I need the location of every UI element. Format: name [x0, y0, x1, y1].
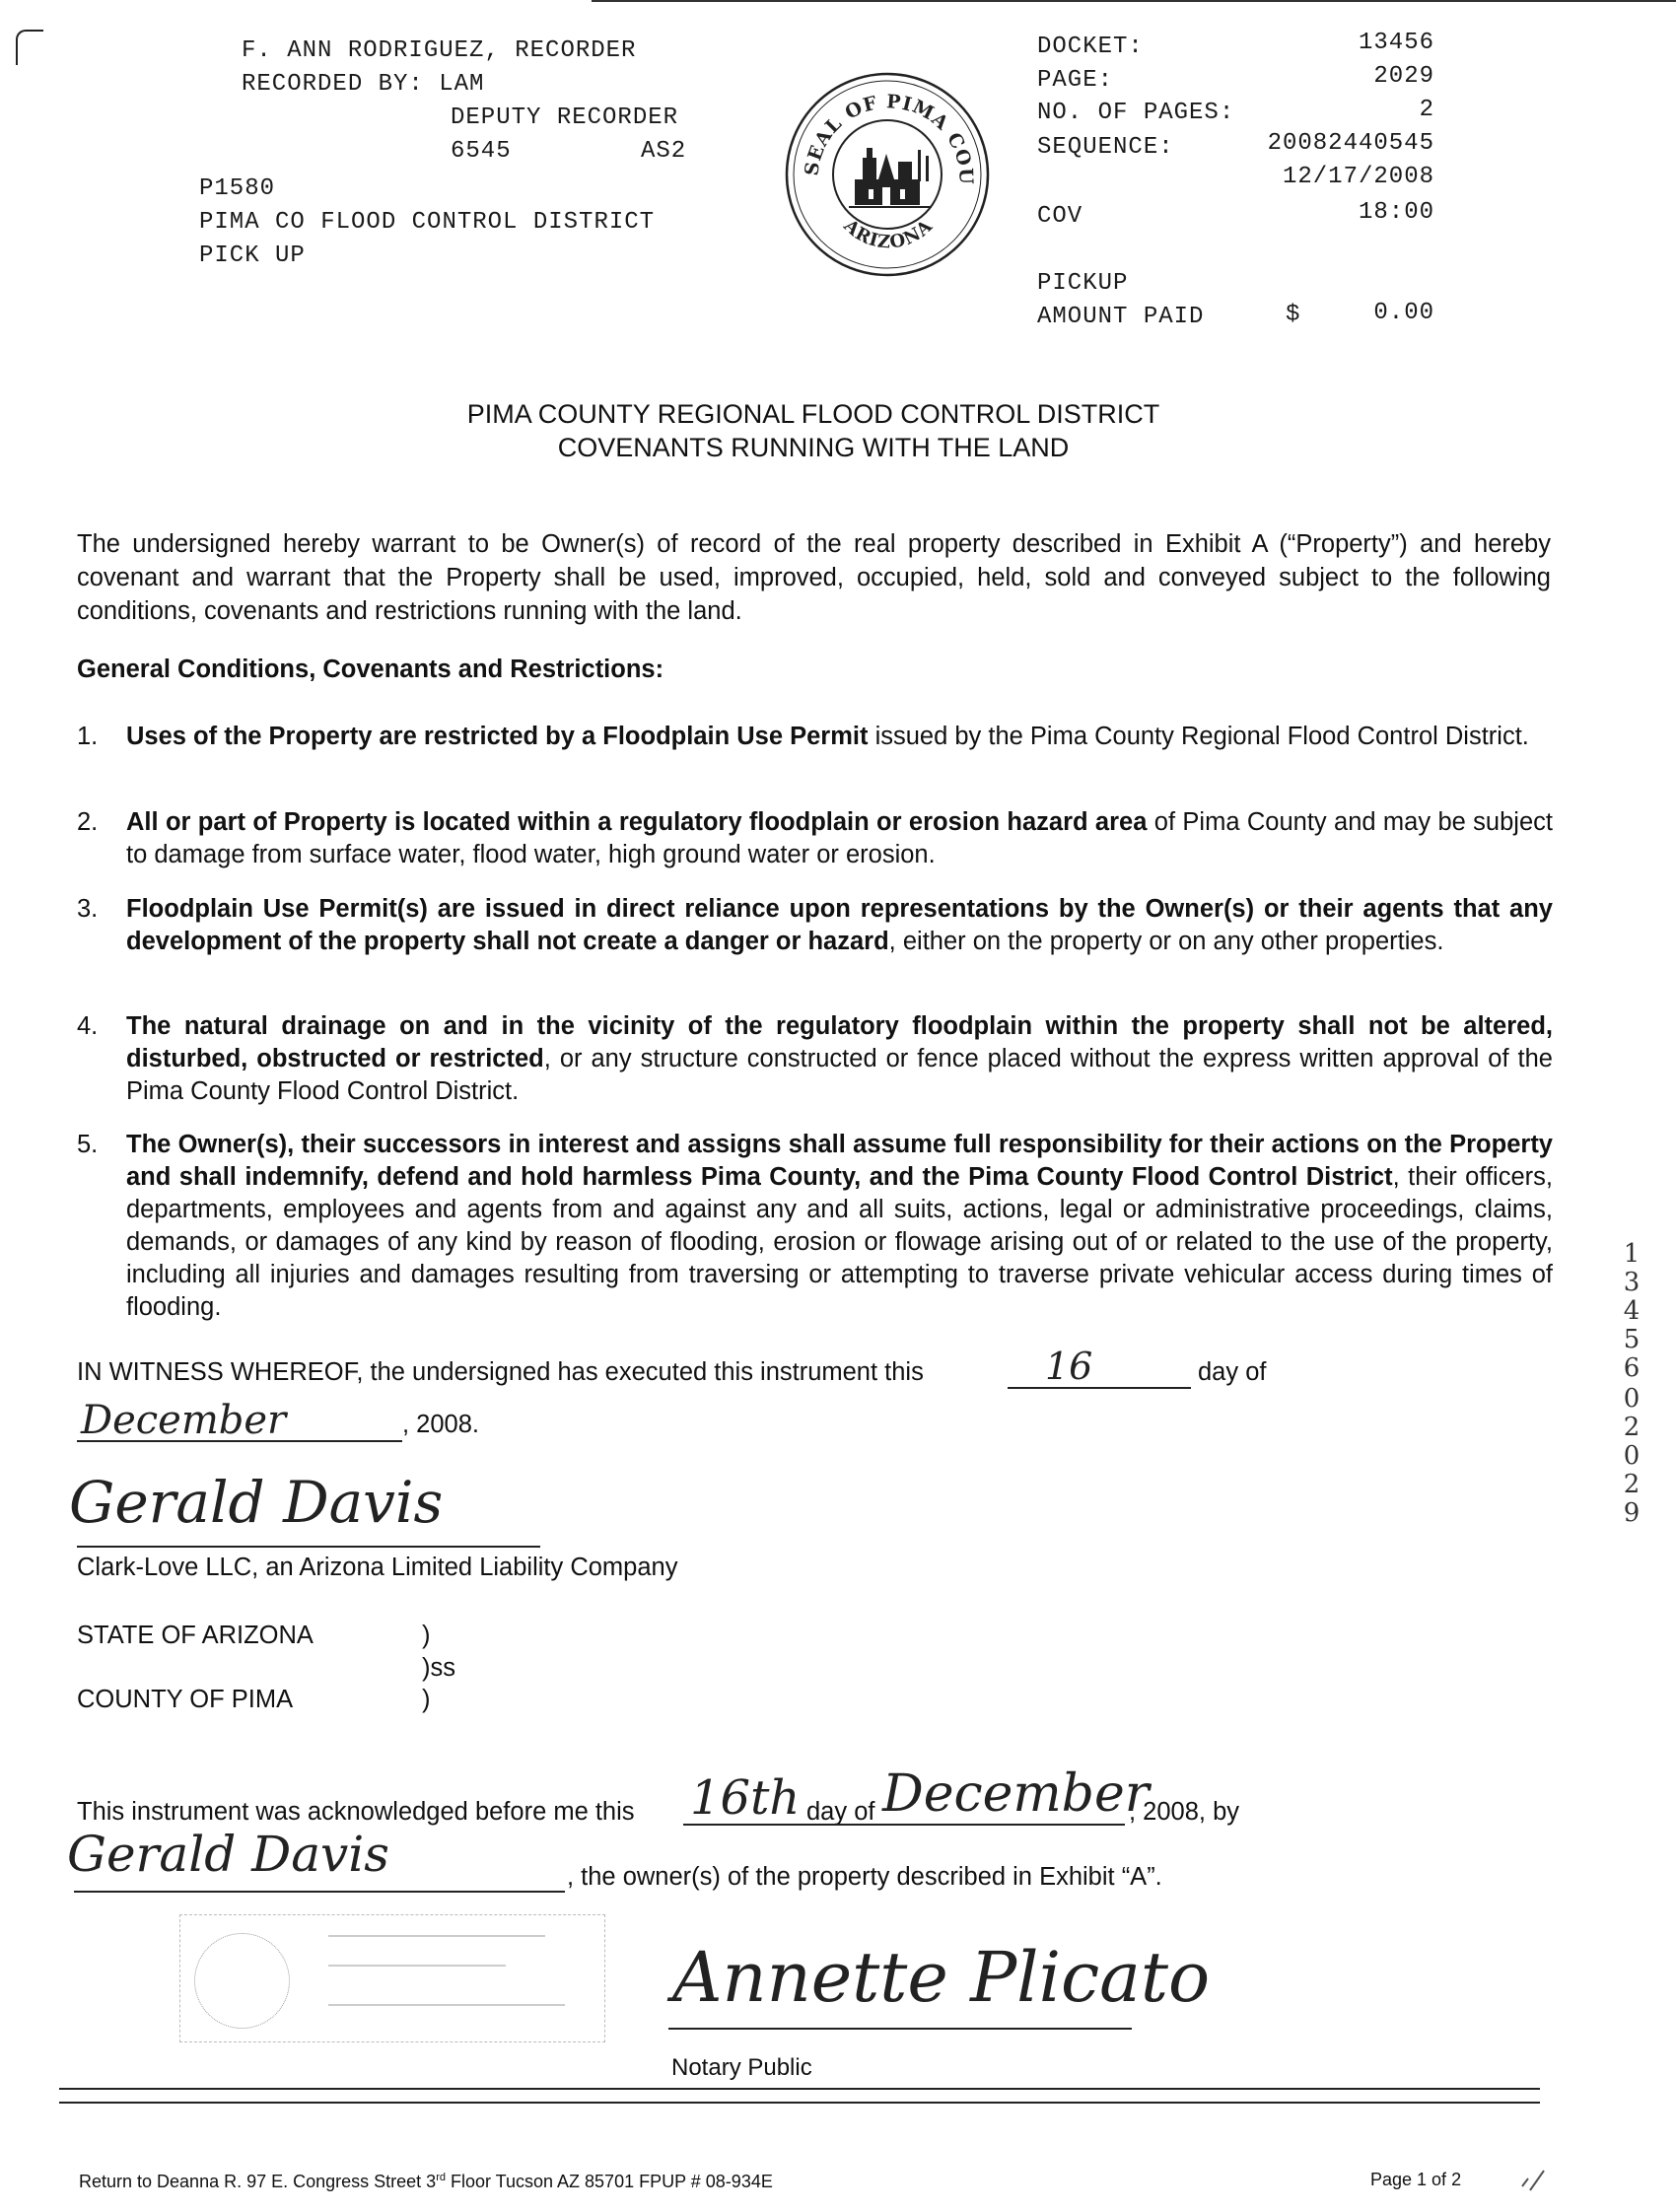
- witness-month: December: [81, 1398, 287, 1443]
- footer-rule-bottom: [59, 2102, 1540, 2104]
- record-date: 12/17/2008: [1282, 164, 1434, 190]
- ack-year: , 2008, by: [1129, 1798, 1239, 1826]
- section-heading: General Conditions, Covenants and Restrictions:: [77, 656, 664, 683]
- ack-name-signature: Gerald Davis: [67, 1826, 389, 1883]
- witness-day: 16: [1045, 1345, 1093, 1388]
- recorder-code-b: AS2: [641, 138, 687, 165]
- intro-paragraph: The undersigned hereby warrant to be Owner(s) of record of the real property described in Exhibit A (“Property”) and hereby covenant and warrant that the Property shall be used, improved, occupied, held, sold and conveyed subject to the following conditions, covenants and restrictions running with the land.: [77, 530, 1551, 625]
- ack-month: December: [882, 1764, 1150, 1824]
- page-label: PAGE:: [1037, 67, 1114, 94]
- num-pages-label: NO. OF PAGES:: [1037, 100, 1235, 126]
- covenant-number: 1.: [77, 723, 99, 750]
- currency-symbol: $: [1286, 302, 1301, 328]
- stamp-line: [328, 1935, 545, 1937]
- notary-label: Notary Public: [671, 2054, 812, 2081]
- witness-suffix: day of: [1198, 1358, 1267, 1386]
- covenant-text: of Pima County and may be subject to damage from surface water, flood water, high ground water or erosion.: [126, 808, 1553, 868]
- stamp-seal-icon: [194, 1933, 290, 2029]
- covenant-number: 5.: [77, 1131, 99, 1158]
- covenant-number: 2.: [77, 808, 99, 836]
- document-title-line1: PIMA COUNTY REGIONAL FLOOD CONTROL DISTRICT: [466, 399, 1160, 429]
- covenant-text: , their officers, departments, employees and agents from and against any and all suits, actions, legal or administrative proceedings, claims, demands, or damages of any kind by reason of flooding, erosion or flowage arising out of or related to the use of the property, including all injuries and damages resulting from traversing or attempting to traverse private vehicular access during times of flooding.: [126, 1163, 1553, 1321]
- company-name: Clark-Love LLC, an Arizona Limited Liability Company: [77, 1554, 678, 1581]
- county-paren: ): [422, 1686, 431, 1713]
- signer-signature-line: [77, 1546, 540, 1548]
- covenant-text: , either on the property or on any other properties.: [888, 928, 1444, 955]
- record-time: 18:00: [1358, 199, 1434, 226]
- document-title-line2: COVENANTS RUNNING WITH THE LAND: [557, 433, 1070, 462]
- stamp-line: [328, 1965, 506, 1967]
- deputy-recorder: DEPUTY RECORDER: [451, 104, 679, 131]
- witness-day-line: [1008, 1387, 1191, 1389]
- ack-day: 16th: [690, 1770, 801, 1826]
- pen-mark-icon: [1518, 2165, 1548, 2194]
- top-border-line: [592, 0, 1676, 2]
- covenant-text: issued by the Pima County Regional Flood Control District.: [868, 723, 1529, 750]
- sequence-value: 20082440545: [1267, 130, 1434, 157]
- ack-date-line: [683, 1824, 1125, 1826]
- footer-page-number: Page 1 of 2: [1370, 2170, 1462, 2189]
- covenant-item-3: [77, 893, 1553, 992]
- sequence-label: SEQUENCE:: [1037, 134, 1174, 161]
- corner-mark: [16, 30, 43, 65]
- covenant-number: 3.: [77, 895, 99, 923]
- seal-bottom-text: ARIZONA: [839, 215, 938, 253]
- seal-ring-text: SEAL OF PIMA COU: [801, 91, 977, 186]
- covenant-bold-text: The Owner(s), their successors in interest and assigns shall assume full responsibility for their actions on the Property and shall indemnify, defend and hold harmless Pima County, and the Pima County Flood Control District: [126, 1131, 1553, 1191]
- side-number-top: 13456: [1623, 1239, 1641, 1383]
- notary-signature: Annette Plicato: [672, 1937, 1211, 2018]
- pickup-label: PICKUP: [1037, 270, 1129, 297]
- footer-return-sup: rd: [436, 2172, 446, 2183]
- state-paren: ): [422, 1622, 431, 1649]
- covenant-bold-text: All or part of Property is located within a regulatory floodplain or erosion hazard area: [126, 808, 1148, 836]
- covenant-item-5: [77, 1129, 1553, 1326]
- p-code: P1580: [199, 175, 276, 202]
- svg-text:ARIZONA: [839, 215, 938, 253]
- covenant-item-2: [77, 806, 1553, 875]
- recorder-name: F. ANN RODRIGUEZ, RECORDER: [242, 37, 637, 64]
- cov-label: COV: [1037, 203, 1083, 230]
- recorder-code-a: 6545: [451, 138, 512, 165]
- amount-paid-label: AMOUNT PAID: [1037, 304, 1205, 330]
- footer-return-suffix: Floor Tucson AZ 85701 FPUP # 08-934E: [445, 2172, 773, 2191]
- witness-year: , 2008.: [402, 1411, 479, 1438]
- footer-rule-top: [59, 2088, 1540, 2090]
- covenant-item-1: [77, 721, 1553, 790]
- ack-day-of: day of: [806, 1798, 875, 1826]
- ss-mark: )ss: [422, 1654, 455, 1682]
- svg-text:THE SEAL OF PIMA COUNTY: [784, 71, 977, 185]
- covenant-bold-text: The natural drainage on and in the vicinity of the regulatory floodplain within the property shall not be altered, disturbed, obstructed or restricted: [126, 1012, 1553, 1072]
- state-label: STATE OF ARIZONA: [77, 1622, 314, 1649]
- side-number-bottom: 02029: [1623, 1384, 1641, 1528]
- recorded-by: RECORDED BY: LAM: [242, 71, 485, 98]
- covenant-bold-text: Uses of the Property are restricted by a Floodplain Use Permit: [126, 723, 869, 750]
- covenant-bold-text: Floodplain Use Permit(s) are issued in direct reliance upon representations by the Owner(s) or their agents that any development of the property shall not create a danger or hazard: [126, 895, 1553, 955]
- amount-paid-value: 0.00: [1373, 300, 1434, 326]
- covenant-number: 4.: [77, 1012, 99, 1040]
- signer-signature: Gerald Davis: [69, 1469, 444, 1536]
- agency-name: PIMA CO FLOOD CONTROL DISTRICT: [199, 209, 656, 236]
- county-label: COUNTY OF PIMA: [77, 1686, 294, 1713]
- covenant-text: , or any structure constructed or fence placed without the express written approval of the Pima County Flood Control District.: [126, 1045, 1553, 1105]
- notary-stamp: [179, 1914, 605, 2042]
- docket-label: DOCKET:: [1037, 34, 1144, 60]
- pickup-line: PICK UP: [199, 242, 306, 269]
- docket-value: 13456: [1358, 30, 1434, 56]
- num-pages-value: 2: [1419, 97, 1434, 123]
- notary-signature-line: [668, 2028, 1132, 2030]
- footer-return-address: [79, 2172, 773, 2192]
- stamp-line: [328, 2004, 565, 2006]
- ack-suffix: , the owner(s) of the property described in Exhibit “A”.: [567, 1863, 1162, 1891]
- footer-return-prefix: Return to Deanna R. 97 E. Congress Street 3: [79, 2172, 437, 2191]
- county-seal: [784, 71, 991, 278]
- ack-prefix: This instrument was acknowledged before me this: [77, 1798, 635, 1826]
- page-value: 2029: [1373, 63, 1434, 90]
- witness-prefix: IN WITNESS WHEREOF, the undersigned has executed this instrument this: [77, 1358, 924, 1386]
- covenant-item-4: [77, 1010, 1553, 1109]
- ack-name-line: [74, 1891, 565, 1893]
